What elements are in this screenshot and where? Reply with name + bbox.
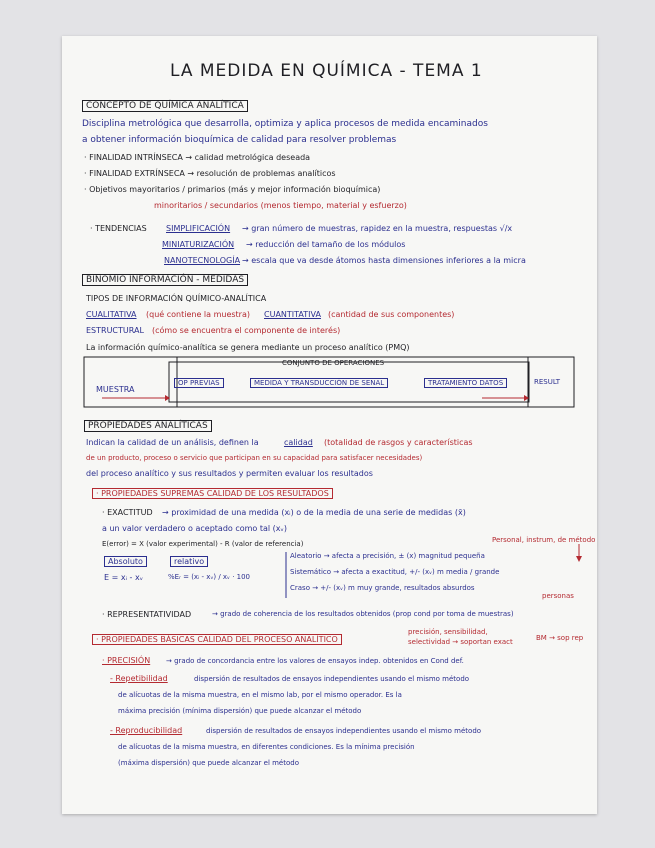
exactitud-text: → proximidad de una medida (xᵢ) o de la media de una serie de medidas (x̄) (162, 508, 466, 517)
process-muestra: MUESTRA (96, 385, 135, 394)
exactitud-label: · EXACTITUD (102, 508, 153, 517)
section-heading-concepto: CONCEPTO DE QUÍMICA ANALÍTICA (82, 100, 248, 112)
propiedades-basicas-heading: · PROPIEDADES BÁSICAS CALIDAD DEL PROCESO ANALÍTICO (92, 634, 342, 645)
objetivos-line-1: · Objetivos mayoritarios / primarios (más y mejor información bioquímica) (84, 185, 381, 194)
definition-line-1: Disciplina metrológica que desarrolla, optimiza y aplica procesos de medida encaminados (82, 119, 488, 129)
error-relativo-label: relativo (170, 556, 208, 567)
tendencia-simplificacion-text: → gran número de muestras, rapidez en la muestra, respuestas √/x (242, 224, 513, 233)
calidad-line-3: del proceso analítico y sus resultados y permiten evaluar los resultados (86, 469, 373, 478)
exactitud-line-2: a un valor verdadero o aceptado como tal (xᵥ) (102, 524, 287, 533)
reproducibilidad-label: - Reproducibilidad (110, 726, 183, 735)
conjunto-operaciones-label: CONJUNTO DE OPERACIONES (282, 359, 385, 367)
calidad-line-1c: (totalidad de rasgos y características (324, 438, 473, 447)
process-medida: MEDIDA Y TRANSDUCCIÓN DE SEÑAL (250, 378, 388, 388)
error-sistematico: Sistemático → afecta a exactitud, +/- (xᵥ) m media / grande (290, 568, 500, 576)
error-absoluto-formula: E = xᵢ - xᵥ (104, 573, 144, 582)
precision-label: · PRECISIÓN (102, 656, 151, 665)
repetibilidad-line-2: de alícuotas de la misma muestra, en el mismo lab, por el mismo operador. Es la (118, 691, 402, 699)
process-tratamiento: TRATAMIENTO DATOS (424, 378, 507, 388)
calidad-word: calidad (284, 438, 313, 447)
personas-note: personas (542, 592, 574, 600)
personal-note: Personal, instrum, de método (492, 536, 596, 544)
basicas-note-2: selectividad → soportan exact (408, 638, 513, 646)
estructural-text: (cómo se encuentra el componente de interés) (152, 326, 341, 335)
section-heading-binomio: BINOMIO INFORMACIÓN - MEDIDAS (82, 274, 248, 286)
precision-text: → grado de concordancia entre los valores de ensayos indep. obtenidos en Cond def. (166, 657, 464, 665)
reproducibilidad-line-2: de alícuotas de la misma muestra, en diferentes condiciones. Es la mínima precisión (118, 743, 415, 751)
propiedades-supremas-heading: · PROPIEDADES SUPREMAS CALIDAD DE LOS RESULTADOS (92, 488, 333, 499)
tendencia-nanotecnologia-text: → escala que va desde átomos hasta dimensiones inferiores a la micra (242, 256, 526, 265)
page-title: LA MEDIDA EN QUÍMICA - TEMA 1 (170, 61, 483, 81)
representatividad-text: → grado de coherencia de los resultados obtenidos (prop cond por toma de muestras) (212, 610, 514, 618)
error-definition: E(error) = X (valor experimental) - R (valor de referencia) (102, 540, 304, 548)
basicas-note-1: precisión, sensibilidad, (408, 628, 488, 636)
repetibilidad-line-3: máxima precisión (mínima dispersión) que puede alcanzar el método (118, 707, 362, 715)
objetivos-line-2: minoritarios / secundarios (menos tiempo, material y esfuerzo) (154, 201, 407, 210)
tendencia-simplificacion: SIMPLIFICACIÓN (166, 224, 231, 233)
repetibilidad-label: - Repetibilidad (110, 674, 168, 683)
process-result: RESULT (534, 378, 561, 386)
error-craso: Craso → +/- (xᵥ) m muy grande, resultados absurdos (290, 584, 475, 592)
cuantitativa-text: (cantidad de sus componentes) (328, 310, 455, 319)
estructural-label: ESTRUCTURAL (86, 326, 144, 335)
tendencia-miniaturizacion: MINIATURIZACIÓN (162, 240, 235, 249)
cualitativa-label: CUALITATIVA (86, 310, 137, 319)
error-aleatorio: Aleatorio → afecta a precisión, ± (x) magnitud pequeña (290, 552, 485, 560)
repetibilidad-line-1: dispersión de resultados de ensayos independientes usando el mismo método (194, 675, 470, 683)
tendencia-miniaturizacion-text: → reducción del tamaño de los módulos (246, 240, 406, 249)
representatividad-label: · REPRESENTATIVIDAD (102, 610, 192, 619)
tendencia-nanotecnologia: NANOTECNOLOGÍA (164, 256, 241, 265)
cualitativa-text: (qué contiene la muestra) (146, 310, 250, 319)
finalidad-extrinseca: · FINALIDAD EXTRÍNSECA → resolución de problemas analíticos (84, 169, 336, 178)
calidad-line-1a: Indican la calidad de un análisis, definen la (86, 438, 259, 447)
tipos-informacion: TIPOS DE INFORMACIÓN QUÍMICO-ANALÍTICA (86, 294, 267, 303)
pma-line: La información químico-analítica se genera mediante un proceso analítico (PMQ) (86, 343, 410, 352)
section-heading-propiedades: PROPIEDADES ANALÍTICAS (84, 420, 212, 432)
error-absoluto-label: Absoluto (104, 556, 147, 567)
definition-line-2: a obtener información bioquímica de calidad para resolver problemas (82, 135, 397, 145)
notebook-page (62, 36, 597, 814)
tendencias-label: · TENDENCIAS (90, 224, 147, 233)
basicas-note-3: BM → sop rep (536, 634, 584, 642)
reproducibilidad-line-1: dispersión de resultados de ensayos independientes usando el mismo método (206, 727, 482, 735)
reproducibilidad-line-3: (máxima dispersión) que puede alcanzar el método (118, 759, 299, 767)
cuantitativa-label: CUANTITATIVA (264, 310, 321, 319)
process-op-previas: OP PREVIAS (174, 378, 224, 388)
finalidad-intrinseca: · FINALIDAD INTRÍNSECA → calidad metrológica deseada (84, 153, 311, 162)
error-relativo-formula: %Eᵣ = (xᵢ - xᵥ) / xᵥ · 100 (168, 573, 251, 581)
calidad-line-2: de un producto, proceso o servicio que participan en su capacidad para satisfacer necesidades) (86, 454, 423, 462)
